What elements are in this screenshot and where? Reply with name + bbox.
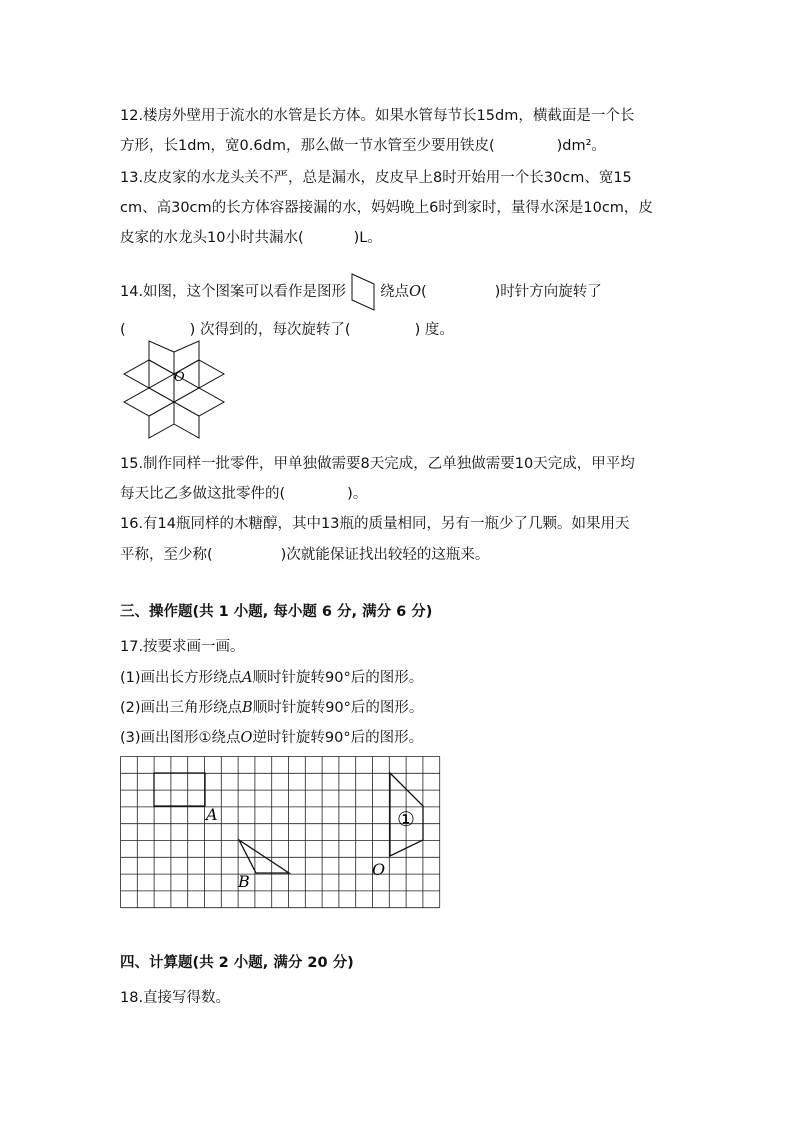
point-b-label: B <box>238 872 250 891</box>
q12-line-2 <box>120 136 606 156</box>
q14-rotation-figure <box>118 338 228 442</box>
q13-line-1: 13.皮皮家的水龙头关不严，总是漏水，皮皮早上8时开始用一个长30cm、宽15 <box>120 170 632 186</box>
q14-line-2 <box>120 320 454 340</box>
drawing-grid[interactable] <box>120 756 442 909</box>
q16-line-2-end: )次就能保证找出较轻的这瓶来。 <box>280 547 490 563</box>
q17-sub-1 <box>120 668 423 688</box>
q17-sub-1-point: A <box>242 670 253 686</box>
q17-title: 17.按要求画一画。 <box>120 639 245 655</box>
q17-sub-3-point: O <box>240 730 253 746</box>
q16-line-1: 16.有14瓶同样的木糖醇，其中13瓶的质量相同，另有一瓶少了几颗。如果用天 <box>120 516 630 532</box>
q14-point-o: O <box>409 284 421 300</box>
point-a-label: A <box>206 805 218 824</box>
q14-paren-open: ( <box>420 284 427 300</box>
q17-sub-2-post: 顺时针旋转90°后的图形。 <box>252 700 424 716</box>
grid-lines <box>121 757 440 908</box>
q15-line-2-end: )。 <box>347 486 368 502</box>
q13-line-3-text: 皮家的水龙头10小时共漏水( <box>120 230 304 246</box>
q17-sub-1-pre: (1)画出长方形绕点 <box>120 670 243 686</box>
q17-sub-2-pre: (2)画出三角形绕点 <box>120 700 243 716</box>
shape-one-label: ① <box>397 807 415 831</box>
q14-line-2-mid: ) 次得到的，每次旋转了( <box>189 322 351 338</box>
rhombus-shape-icon <box>348 268 378 314</box>
q14-line-2-end: ) 度。 <box>414 322 454 338</box>
q16-line-2 <box>120 545 489 565</box>
q14-text-b: 绕点 <box>380 284 410 300</box>
section-3-heading: 三、操作题(共 1 小题, 每小题 6 分, 满分 6 分) <box>120 604 433 620</box>
q17-sub-3 <box>120 728 423 748</box>
q14-text-a: 14.如图，这个图案可以看作是图形 <box>120 284 347 300</box>
rectangle-shape <box>154 773 205 806</box>
q14-text-c: )时针方向旋转了 <box>494 284 602 300</box>
q12-line-2-text: 方形，长1dm，宽0.6dm，那么做一节水管至少要用铁皮( <box>120 138 495 154</box>
section-4-heading: 四、计算题(共 2 小题, 满分 20 分) <box>120 955 354 971</box>
center-label-o: O <box>174 370 185 385</box>
q15-line-2 <box>120 484 367 504</box>
q14-line-1 <box>120 268 602 314</box>
q13-unit: )L。 <box>353 230 382 246</box>
triangle-shape <box>239 840 289 873</box>
q17-sub-3-post: 逆时针旋转90°后的图形。 <box>252 730 424 746</box>
q17-sub-2 <box>120 698 423 718</box>
q15-line-2-text: 每天比乙多做这批零件的( <box>120 486 286 502</box>
rhombus-petals <box>124 341 224 438</box>
q15-line-1: 15.制作同样一批零件，甲单独做需要8天完成，乙单独做需要10天完成，甲平均 <box>120 456 635 472</box>
point-o-label: O <box>372 860 386 879</box>
q18-title: 18.直接写得数。 <box>120 990 231 1006</box>
q12-unit: )dm²。 <box>556 138 606 154</box>
q17-sub-3-pre: (3)画出图形①绕点 <box>120 730 241 746</box>
q13-line-2: cm、高30cm的长方体容器接漏的水，妈妈晚上6时到家时，量得水深是10cm，皮 <box>120 200 653 216</box>
q14-line-2-open: ( <box>120 322 126 338</box>
q17-sub-1-post: 顺时针旋转90°后的图形。 <box>252 670 424 686</box>
q13-line-3 <box>120 228 382 248</box>
q17-sub-2-point: B <box>242 700 253 716</box>
q12-line-1: 12.楼房外壁用于流水的水管是长方体。如果水管每节长15dm，横截面是一个长 <box>120 108 635 124</box>
q16-line-2-text: 平称，至少称( <box>120 547 213 563</box>
